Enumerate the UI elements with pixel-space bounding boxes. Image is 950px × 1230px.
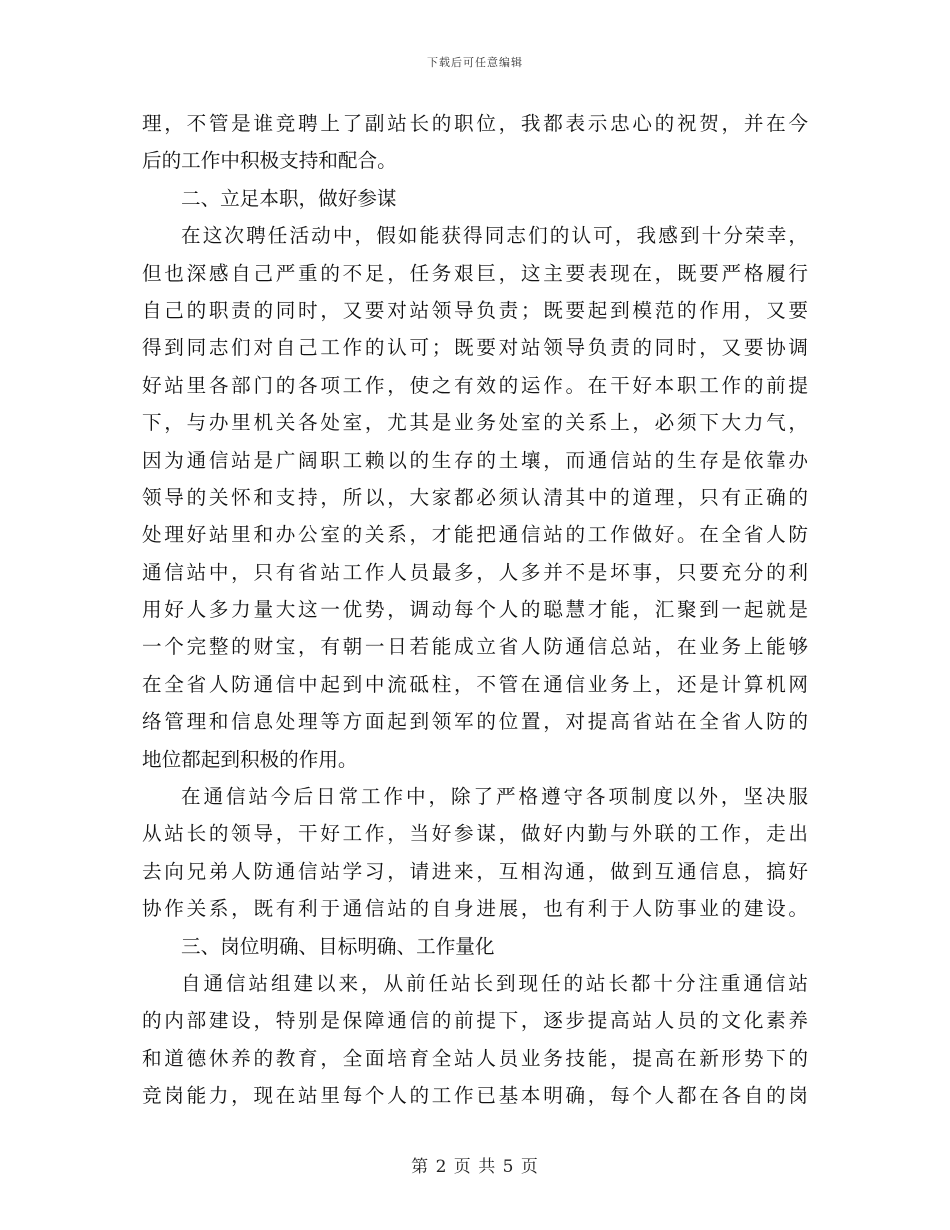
text-line: 从站长的领导，干好工作，当好参谋，做好内勤与外联的工作，走出 (142, 822, 808, 846)
text-line: 在这次聘任活动中，假如能获得同志们的认可，我感到十分荣幸， (181, 224, 808, 248)
text-line: 自己的职责的同时，又要对站领导负责；既要起到模范的作用，又要 (142, 298, 808, 322)
text-line: 处理好站里和办公室的关系，才能把通信站的工作做好。在全省人防 (142, 523, 808, 547)
text-line: 自通信站组建以来，从前任站长到现任的站长都十分注重通信站 (181, 971, 808, 995)
text-line: 一个完整的财宝，有朝一日若能成立省人防通信总站，在业务上能够 (142, 635, 808, 659)
text-line: 因为通信站是广阔职工赖以的生存的土壤，而通信站的生存是依靠办 (142, 448, 808, 472)
page-number: 第 2 页 共 5 页 (411, 1157, 539, 1177)
text-line: 好站里各部门的各项工作，使之有效的运作。在干好本职工作的前提 (142, 373, 808, 397)
document-body (142, 105, 808, 1115)
text-line: 的内部建设，特别是保障通信的前提下，逐步提高站人员的文化素养 (142, 1009, 808, 1033)
text-line: 和道德休养的教育，全面培育全站人员业务技能，提高在新形势下的 (142, 1046, 808, 1070)
text-line: 下，与办里机关各处室，尤其是业务处室的关系上，必须下大力气， (142, 411, 808, 435)
text-line: 地位都起到积极的作用。 (142, 747, 358, 771)
text-line: 协作关系，既有利于通信站的自身进展，也有利于人防事业的建设。 (142, 897, 808, 921)
text-line: 在通信站今后日常工作中，除了严格遵守各项制度以外，坚决服 (181, 785, 808, 809)
text-line: 领导的关怀和支持，所以，大家都必须认清其中的道理，只有正确的 (142, 485, 808, 509)
text-line: 理，不管是谁竞聘上了副站长的职位，我都表示忠心的祝贺，并在今 (142, 112, 808, 135)
text-line: 三、岗位明确、目标明确、工作量化 (181, 934, 495, 958)
text-line: 竞岗能力，现在站里每个人的工作已基本明确，每个人都在各自的岗 (142, 1084, 808, 1108)
text-line: 后的工作中积极支持和配合。 (142, 149, 397, 173)
text-line: 用好人多力量大这一优势，调动每个人的聪慧才能，汇聚到一起就是 (142, 598, 808, 622)
text-line: 在全省人防通信中起到中流砥柱，不管在通信业务上，还是计算机网 (142, 672, 808, 696)
text-line: 络管理和信息处理等方面起到领军的位置，对提高省站在全省人防的 (142, 710, 808, 734)
text-line: 去向兄弟人防通信站学习，请进来，互相沟通，做到互通信息，搞好 (142, 859, 808, 883)
text-line: 通信站中，只有省站工作人员最多，人多并不是坏事，只要充分的利 (142, 560, 808, 584)
text-line: 得到同志们对自己工作的认可；既要对站领导负责的同时，又要协调 (142, 336, 808, 360)
text-line: 但也深感自己严重的不足，任务艰巨，这主要表现在，既要严格履行 (142, 261, 808, 285)
page-header: 下载后可任意编辑 (427, 56, 523, 69)
text-line: 二、立足本职，做好参谋 (181, 186, 397, 210)
